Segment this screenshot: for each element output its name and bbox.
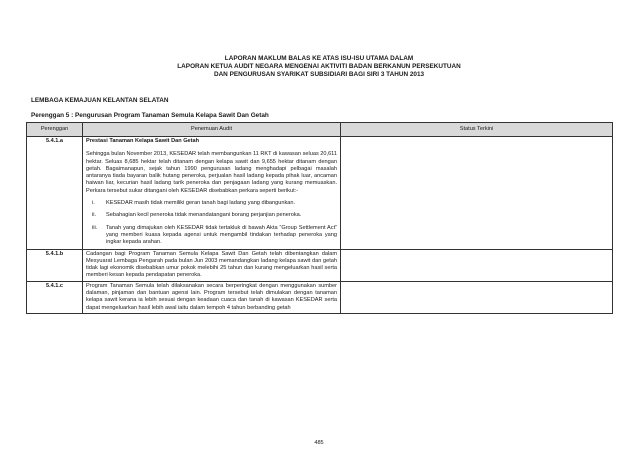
list-item-text: KESEDAR masih tidak memiliki geran tanah bagi ladang yang dibangunkan. [106,200,296,207]
status-cell [341,249,613,281]
audit-finding-cell: Cadangan bagi Program Tanaman Semula Kelapa Sawit Dan Getah telah dibentangkan dalam Mesyuarat Lembaga Pengarah pada bulan Jun 2003 memandangkan ladang kelapa sawit dan getah tidak lagi ekonomik disebabkan umur pokok melebihi 25 tahun dan kurang mengeluarkan hasil serta memberi kesan kepada pendapatan peneroka. [83,249,341,281]
table-header-row [27,123,613,137]
column-header-perenggan: Perenggan [27,123,83,137]
table-row [27,249,613,281]
section-title: Perenggan 5 : Pengurusan Program Tanaman Semula Kelapa Sawit Dan Getah [31,112,269,119]
column-header-status-terkini: Status Terkini [341,123,613,137]
page-number: 485 [314,440,324,446]
list-item [86,225,337,247]
list-item-text: Sebahagian kecil peneroka tidak menandatangani borang perjanjian peneroka. [106,212,302,219]
paragraph-ref: 5.4.1.b [27,249,83,281]
table-row [27,137,613,250]
report-title-line-3: DAN PENGURUSAN SYARIKAT SUBSIDIARI BAGI SIRI 3 TAHUN 2013 [213,71,425,78]
list-item-number: i. [92,200,95,207]
report-title-line-1: LAPORAN MAKLUM BALAS KE ATAS ISU-ISU UTAMA DALAM [224,55,414,62]
list-item [86,212,337,219]
organisation-name: LEMBAGA KEMAJUAN KELANTAN SELATAN [31,97,169,104]
list-item-text: Tanah yang dimajukan oleh KESEDAR tidak tertakluk di bawah Akta “Group Settlement Act” yang memberi kuasa kepada agensi untuk mengambil tindakan terhadap peneroka yang ingkar kepada arahan. [106,224,337,246]
column-header-penemuan-audit: Penemuan Audit [83,123,341,137]
audit-finding-cell [83,137,341,250]
list-item-number: iii. [92,224,98,231]
list-item-number: ii. [92,212,97,219]
status-cell [341,281,613,313]
finding-paragraph: Sehingga bulan November 2013, KESEDAR telah membangunkan 11 RKT di kawasan seluas 20,611 hektar. Seluas 8,685 hektar telah ditanam dengan kelapa sawit dan 9,655 hektar ditanam dengan getah. Bagaimanapun, sejak tahun 1990 pengurusan ladang menghadapi pelbagai masalah antaranya tiada bayaran balik hutang peneroka, perjualan hasil ladang kepada pihak luar, ancaman haiwan liar, kecurian hasil ladang tarik peneroka dan penjagaan ladang yang kurang memuaskan. Perkara tersebut sukar ditangani oleh KESEDAR disebabkan perkara seperti berikut:- [86,151,337,194]
audit-table [26,122,613,314]
status-cell [341,137,613,250]
finding-title: Prestasi Tanaman Kelapa Sawit Dan Getah [86,138,200,144]
list-item [86,200,337,207]
report-title-line-2: LAPORAN KETUA AUDIT NEGARA MENGENAI AKTIVITI BADAN BERKANUN PERSEKUTUAN [177,63,461,70]
table-row [27,281,613,313]
audit-finding-cell: Program Tanaman Semula telah dilaksanakan secara berperingkat dengan menggunakan sumber dalaman, pinjaman dan bantuan agensi lain. Program tersebut telah dimulakan dengan tanaman kelapa sawit kerana ia lebih sesuai dengan keadaan cuaca dan tanah di kawasan KESEDAR serta dapat mengeluarkan hasil lebih awal iaitu dalam tempoh 4 tahun berbanding getah [83,281,341,313]
paragraph-ref: 5.4.1.a [27,137,83,250]
paragraph-ref: 5.4.1.c [27,281,83,313]
